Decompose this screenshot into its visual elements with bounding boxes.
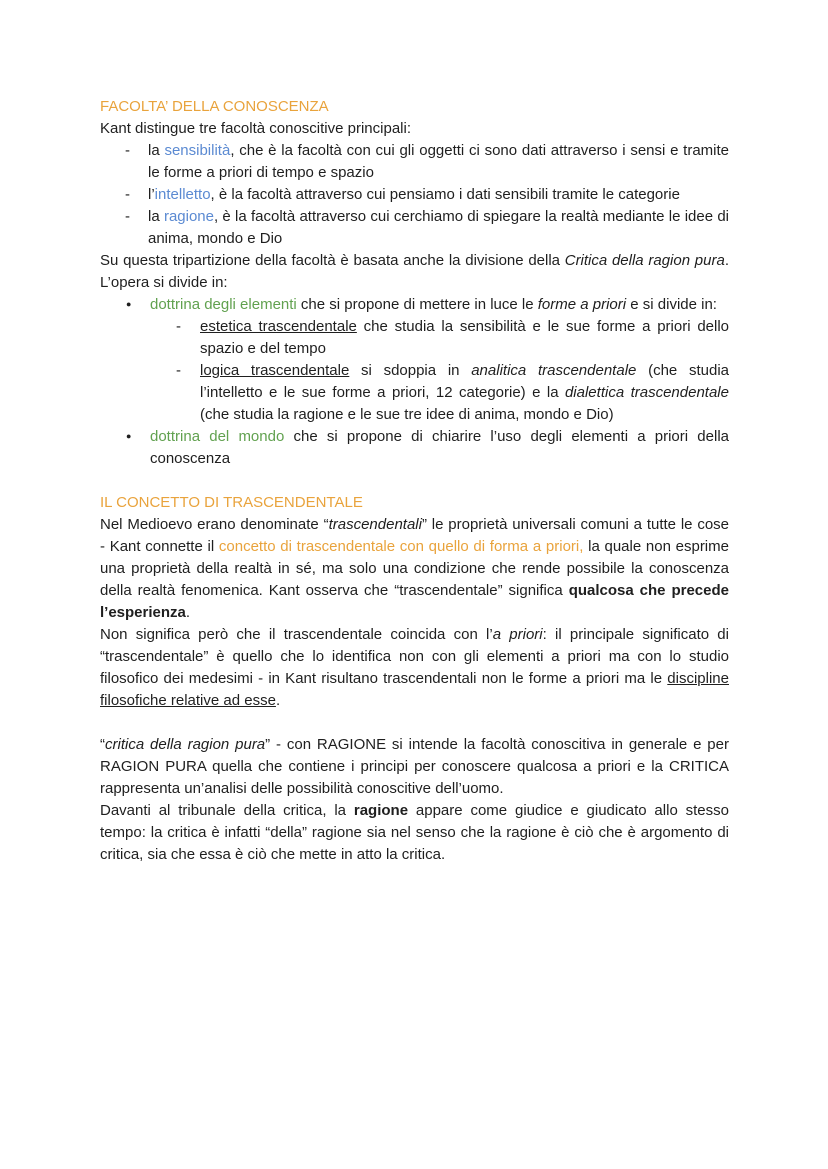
dash-bullet-icon: - bbox=[125, 208, 130, 225]
dash-bullet-icon: - bbox=[125, 142, 130, 159]
section2-heading: IL CONCETTO DI TRASCENDENTALE bbox=[100, 494, 363, 511]
paragraph-critica-1: “critica della ragion pura” - con RAGIONE si intende la facoltà conoscitiva in generale e per RAGION PURA quella che contiene i principi per conoscere qualcosa a priori e la CRITICA rappresenta un’analisi delle possibilità conoscitive dell’uomo. bbox=[100, 736, 729, 797]
dash-bullet-icon: - bbox=[176, 318, 181, 335]
bullet-dottrina-mondo bbox=[100, 426, 729, 470]
bullet-logica bbox=[100, 360, 729, 426]
bullet-estetica bbox=[100, 316, 729, 360]
dash-bullet-icon: - bbox=[176, 362, 181, 379]
section1-heading: FACOLTA’ DELLA CONOSCENZA bbox=[100, 98, 329, 115]
bullet-sensibilita-text: la sensibilità, che è la facoltà con cui gli oggetti ci sono dati attraverso i sensi e tramite le forme a priori di tempo e spazio bbox=[148, 142, 730, 181]
bullet-estetica-text: estetica trascendentale che studia la sensibilità e le sue forme a priori dello spazio e del tempo bbox=[200, 318, 730, 357]
paragraph-critica-2: Davanti al tribunale della critica, la ragione appare come giudice e giudicato allo stesso tempo: la critica è infatti “della” ragione sia nel senso che la ragione è ciò che è argomento di critica, sia che essa è ciò che mette in atto la critica. bbox=[100, 802, 729, 863]
paragraph-trascendentale-1: Nel Medioevo erano denominate “trascendentali” le proprietà universali comuni a tutte le cose - Kant connette il concetto di trascendentale con quello di forma a priori, la quale non esprime una proprietà della realtà in sé, ma solo una condizione che rende possibile la conoscenza della realtà fenomenica. Kant osserva che “trascendentale” significa qualcosa che precede l’esperienza. bbox=[100, 516, 729, 621]
bullet-intelletto bbox=[100, 184, 729, 206]
paragraph-tripartizione: Su questa tripartizione della facoltà è basata anche la divisione della Critica della ragion pura. L’opera si divide in: bbox=[100, 252, 729, 291]
paragraph-trascendentale-2: Non significa però che il trascendentale coincida con l’a priori: il principale significato di “trascendentale” è quello che lo identifica non con gli elementi a priori ma con lo studio filosofico dei medesimi - in Kant risultano trascendentali non le forme a priori ma le discipline filosofiche relative ad esse. bbox=[100, 626, 729, 709]
bullet-intelletto-text: l’intelletto, è la facoltà attraverso cui pensiamo i dati sensibili tramite le categorie bbox=[148, 186, 680, 203]
section1-intro: Kant distingue tre facoltà conoscitive principali: bbox=[100, 120, 412, 137]
bullet-ragione bbox=[100, 206, 729, 250]
bullet-sensibilita bbox=[100, 140, 729, 184]
bullet-logica-text: logica trascendentale si sdoppia in analitica trascendentale (che studia l’intelletto e le sue forme a priori, 12 categorie) e la dialettica trascendentale (che studia la ragione e le sue tre idee di anima, mondo e Dio) bbox=[200, 362, 730, 423]
bullet-ragione-text: la ragione, è la facoltà attraverso cui cerchiamo di spiegare la realtà mediante le idee di anima, mondo e Dio bbox=[148, 208, 729, 247]
document-content bbox=[100, 96, 729, 866]
disc-bullet-icon: ● bbox=[126, 299, 132, 309]
disc-bullet-icon: ● bbox=[126, 431, 132, 441]
bullet-dottrina-elementi-text: dottrina degli elementi che si propone di mettere in luce le forme a priori e si divide in: bbox=[150, 296, 717, 313]
dash-bullet-icon: - bbox=[125, 186, 130, 203]
bullet-dottrina-mondo-text: dottrina del mondo che si propone di chiarire l’uso degli elementi a priori della conoscenza bbox=[150, 428, 729, 467]
bullet-dottrina-elementi bbox=[100, 294, 729, 316]
